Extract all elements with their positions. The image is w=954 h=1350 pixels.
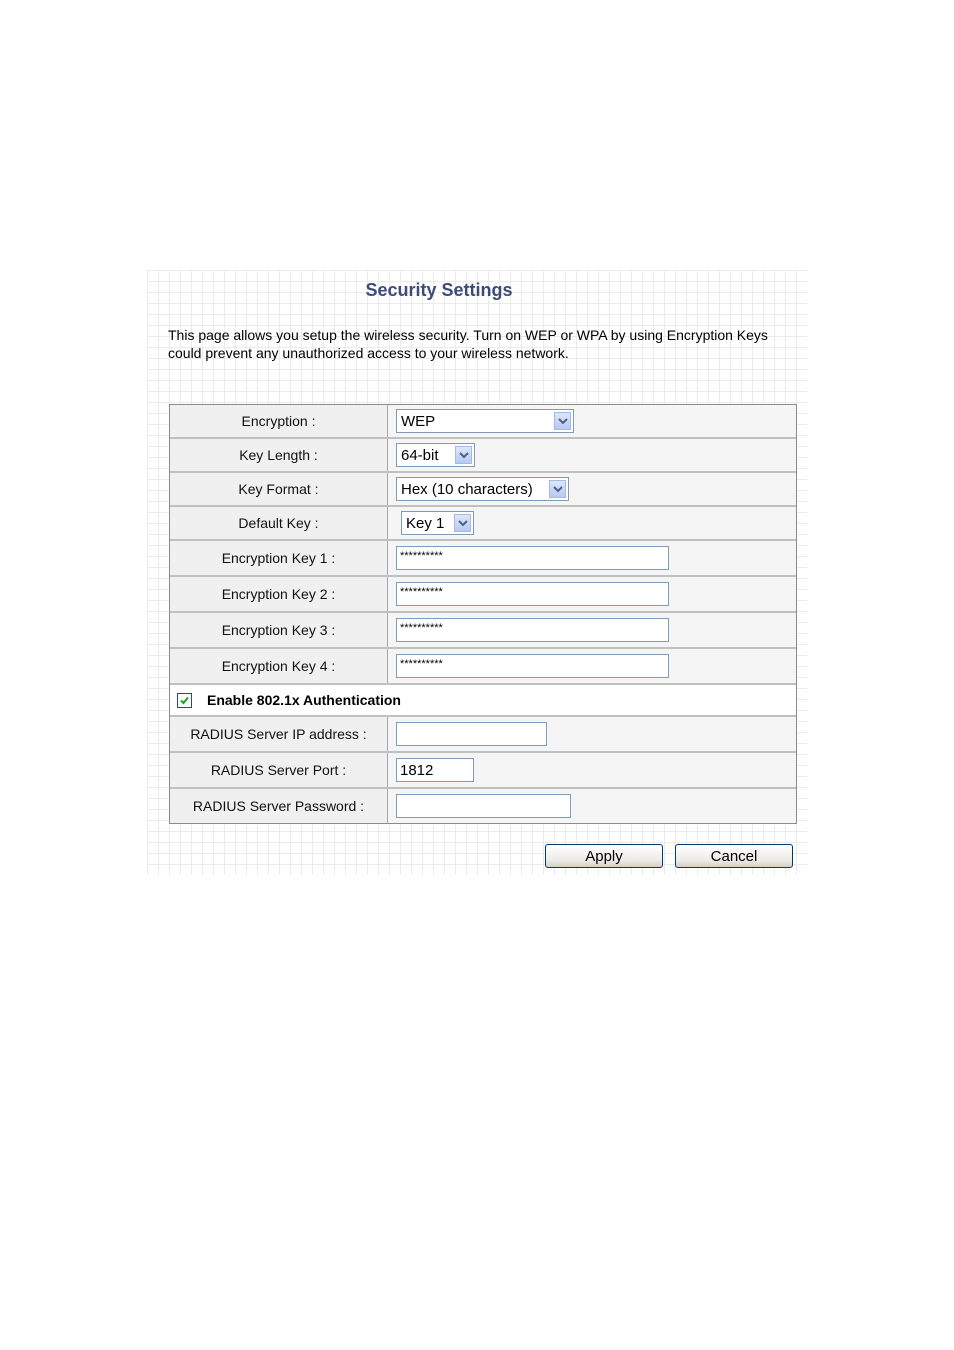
radius-password-label: RADIUS Server Password : [170, 789, 388, 823]
encryption-row [170, 405, 796, 439]
security-settings-panel [147, 270, 807, 875]
encryption-key-1-input[interactable]: ********** [396, 546, 669, 570]
chevron-down-icon[interactable] [455, 446, 472, 464]
radius-password-input[interactable] [396, 794, 571, 818]
encryption-key-4-row [170, 649, 796, 685]
encryption-key-2-row [170, 577, 796, 613]
radius-ip-input[interactable] [396, 722, 547, 746]
radius-ip-row [170, 717, 796, 753]
security-form [169, 404, 797, 824]
chevron-down-icon[interactable] [549, 480, 566, 498]
key-format-row [170, 473, 796, 507]
key-format-select[interactable] [396, 477, 569, 501]
radius-password-row [170, 789, 796, 823]
encryption-select[interactable] [396, 409, 574, 433]
checkmark-icon [179, 695, 190, 706]
radius-port-label: RADIUS Server Port : [170, 753, 388, 787]
encryption-key-2-label: Encryption Key 2 : [170, 577, 388, 611]
encryption-key-3-input[interactable]: ********** [396, 618, 669, 642]
radius-ip-label: RADIUS Server IP address : [170, 717, 388, 751]
key-format-label: Key Format : [170, 473, 388, 505]
default-key-select[interactable] [401, 511, 474, 535]
encryption-key-3-row [170, 613, 796, 649]
default-key-row [170, 507, 796, 541]
auth-8021x-label: Enable 802.1x Authentication [207, 692, 401, 708]
encryption-key-4-input[interactable]: ********** [396, 654, 669, 678]
auth-8021x-checkbox[interactable] [177, 693, 192, 708]
cancel-button[interactable]: Cancel [675, 844, 793, 868]
apply-button[interactable]: Apply [545, 844, 663, 868]
page-description: This page allows you setup the wireless security. Turn on WEP or WPA by using Encryption Keys could prevent any unauthorized access to your wireless network. [168, 327, 768, 361]
key-length-select[interactable] [396, 443, 475, 467]
encryption-key-1-label: Encryption Key 1 : [170, 541, 388, 575]
chevron-down-icon[interactable] [554, 412, 571, 430]
radius-port-input[interactable]: 1812 [396, 758, 474, 782]
key-length-row [170, 439, 796, 473]
page-title: Security Settings [365, 280, 513, 300]
default-key-label: Default Key : [170, 507, 388, 539]
encryption-label: Encryption : [170, 405, 388, 437]
encryption-select-value: WEP [401, 412, 436, 430]
encryption-key-1-row [170, 541, 796, 577]
encryption-key-4-label: Encryption Key 4 : [170, 649, 388, 683]
auth-8021x-row [170, 685, 796, 717]
key-length-label: Key Length : [170, 439, 388, 471]
encryption-key-3-label: Encryption Key 3 : [170, 613, 388, 647]
default-key-select-value: Key 1 [406, 514, 445, 532]
chevron-down-icon[interactable] [454, 514, 471, 532]
key-format-select-value: Hex (10 characters) [401, 480, 533, 498]
radius-port-row [170, 753, 796, 789]
encryption-key-2-input[interactable]: ********** [396, 582, 669, 606]
key-length-select-value: 64-bit [401, 446, 439, 464]
